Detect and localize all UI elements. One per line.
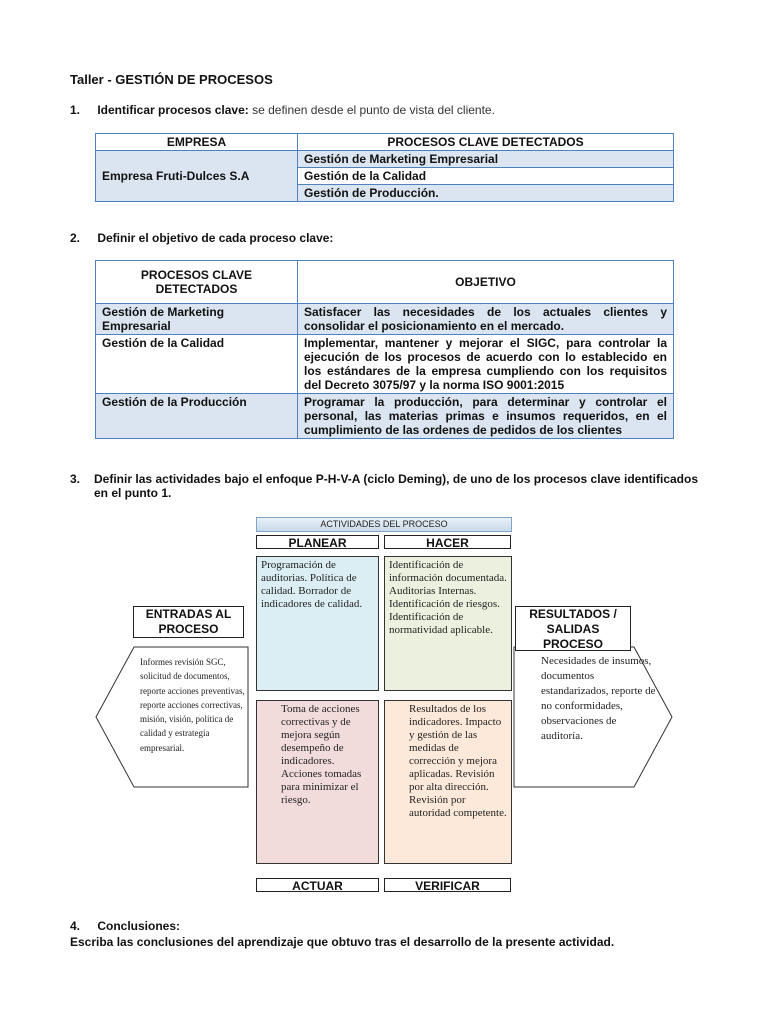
column-header-procesos: PROCESOS CLAVE DETECTADOS <box>96 261 298 304</box>
section-3-number: 3. <box>70 472 81 486</box>
column-header-empresa: EMPRESA <box>96 134 298 151</box>
section-3-title: Definir las actividades bajo el enfoque P-H-V-A (ciclo Deming), de uno de los procesos clave identificados en el punto 1. <box>94 472 698 500</box>
section-1-title: Identificar procesos clave: <box>97 103 249 117</box>
section-4-heading <box>70 919 180 933</box>
hacer-box: Identificación de información documentada. Auditorias Internas. Identificación de riesgos. Identificación de normatividad aplicable. <box>384 556 512 691</box>
section-2-heading <box>70 231 333 245</box>
table-row <box>96 151 674 168</box>
verificar-box: Resultados de los indicadores. Impacto y gestión de las medidas de corrección y mejora aplicadas. Revisión por alta dirección. Revisión por autoridad competente. <box>384 700 512 864</box>
section-1-text: se definen desde el punto de vista del cliente. <box>248 103 495 117</box>
proceso-cell: Gestión de la Calidad <box>298 168 674 185</box>
objetivo-cell: Implementar, mantener y mejorar el SIGC, para controlar la ejecución de los procesos de acuerdo con lo establecido en los estándares de la empresa cumpliendo con los requisitos del Decreto 3075/97 y la norma ISO 9001:2015 <box>298 335 674 394</box>
table-header-row <box>96 134 674 151</box>
document-title: Taller - GESTIÓN DE PROCESOS <box>70 72 273 87</box>
section-2-title: Definir el objetivo de cada proceso clave: <box>97 231 334 245</box>
resultados-text: Necesidades de insumos, documentos estandarizados, reporte de no conformidades, observaciones de auditoría. <box>541 655 656 742</box>
proceso-cell: Gestión de Marketing Empresarial <box>96 304 298 335</box>
planear-box: Programación de auditorias. Política de calidad. Borrador de indicadores de calidad. <box>256 556 379 691</box>
section-1-heading <box>70 103 495 117</box>
planear-label: PLANEAR <box>256 535 379 549</box>
table-row <box>96 304 674 335</box>
resultados-label: RESULTADOS / SALIDAS PROCESO <box>515 606 631 651</box>
objetivo-cell: Satisfacer las necesidades de los actuales clientes y consolidar el posicionamiento en el mercado. <box>298 304 674 335</box>
proceso-cell: Gestión de Marketing Empresarial <box>298 151 674 168</box>
column-header-objetivo: OBJETIVO <box>298 261 674 304</box>
proceso-cell: Gestión de la Producción <box>96 394 298 439</box>
proceso-cell: Gestión de Producción. <box>298 185 674 202</box>
column-header-procesos: PROCESOS CLAVE DETECTADOS <box>298 134 674 151</box>
section-4-title: Conclusiones: <box>97 919 181 933</box>
entradas-text: Informes revisión SGC, solicitud de documentos, reporte acciones preventivas, reporte acciones correctivas, misión, visión, política de calidad y estrategia empresarial. <box>140 657 245 753</box>
actuar-label: ACTUAR <box>256 878 379 892</box>
table-row <box>96 394 674 439</box>
actuar-box: Toma de acciones correctivas y de mejora según desempeño de indicadores. Acciones tomadas para minimizar el riesgo. <box>256 700 379 864</box>
objetivo-cell: Programar la producción, para determinar y controlar el personal, las materias primas e insumos requeridos, en el cumplimiento de las ordenes de pedidos de los clientes <box>298 394 674 439</box>
proceso-cell: Gestión de la Calidad <box>96 335 298 394</box>
activities-header: ACTIVIDADES DEL PROCESO <box>256 517 512 532</box>
table-header-row <box>96 261 674 304</box>
section-3-heading <box>70 472 698 500</box>
empresa-cell: Empresa Fruti-Dulces S.A <box>96 151 298 202</box>
verificar-label: VERIFICAR <box>384 878 511 892</box>
hacer-label: HACER <box>384 535 511 549</box>
section-4-number: 4. <box>70 919 81 933</box>
section-2-number: 2. <box>70 231 81 245</box>
section-1-number: 1. <box>70 103 81 117</box>
entradas-label: ENTRADAS AL PROCESO <box>133 606 244 638</box>
section-4-text: Escriba las conclusiones del aprendizaje que obtuvo tras el desarrollo de la presente actividad. <box>70 935 615 949</box>
key-processes-table <box>95 133 674 202</box>
table-row <box>96 335 674 394</box>
objectives-table <box>95 260 674 439</box>
